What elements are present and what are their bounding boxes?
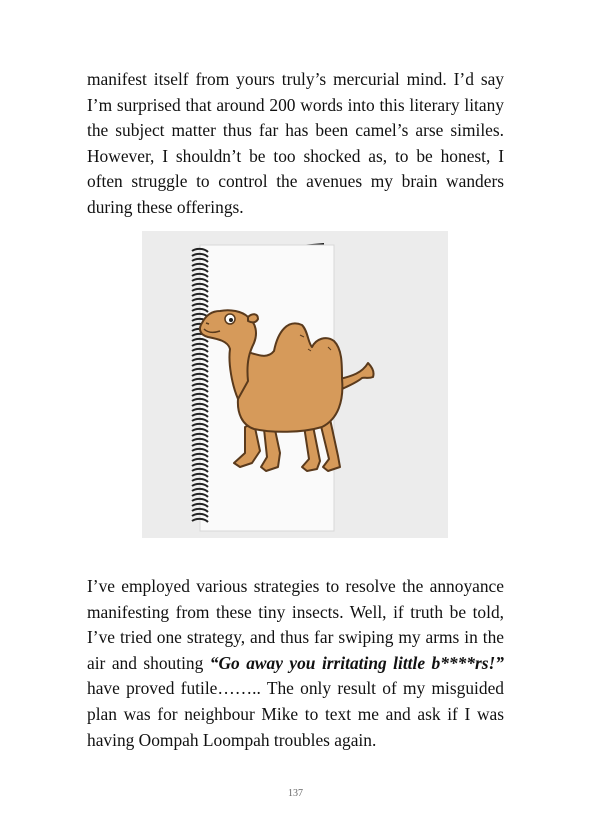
paragraph-2: [87, 574, 504, 753]
paragraph-2-quote: “Go away you irritating little b****rs!”: [209, 652, 504, 673]
paragraph-2-text-start: I’ve employed various strategies to resolve the annoyance manifesting from these tiny insects. Well, if truth be told, I’ve tried one strategy, and thus far swiping my arms in the air and shouting: [87, 576, 504, 673]
notebook-camel-image: [142, 231, 448, 538]
paragraph-2-text-end: have proved futile…….. The only result of my misguided plan was for neighbour Mike to text me and ask if I was having Oompah Loompah troubles again.: [87, 678, 504, 750]
page-number: 137: [288, 788, 303, 799]
paragraph-1: manifest itself from yours truly’s mercurial mind. I’d say I’m surprised that around 200 words into this literary litany the subject matter thus far has been camel’s arse similes. However, I shouldn’t be too shocked as, to be honest, I often struggle to control the avenues my brain wanders during these offerings.: [87, 69, 504, 217]
